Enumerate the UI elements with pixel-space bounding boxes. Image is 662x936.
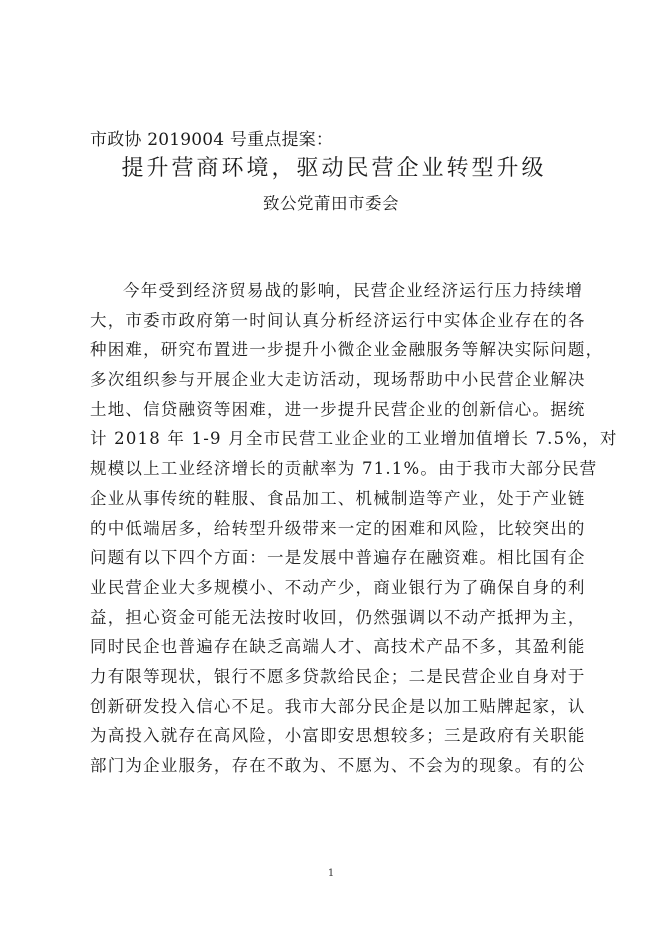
body-line: 规模以上工业经济增长的贡献率为 71.1%。由于我市大部分民营 [90,459,598,479]
document-subtitle: 致公党莆田市委会 [263,194,399,213]
body-line: 多次组织参与开展企业大走访活动，现场帮助中小民营企业解决 [90,370,586,390]
page-number: 1 [327,868,335,879]
document-title: 提升营商环境，驱动民营企业转型升级 [121,156,547,181]
body-line: 为高投入就存在高风险，小富即安思想较多；三是政府有关职能 [90,726,586,746]
body-line: 的中低端居多，给转型升级带来一定的困难和风险，比较突出的 [90,518,586,538]
body-line: 问题有以下四个方面：一是发展中普遍存在融资难。相比国有企 [90,548,586,568]
body-line: 部门为企业服务，存在不敢为、不愿为、不会为的现象。有的公 [90,756,586,775]
body-line: 业民营企业大多规模小、不动产少，商业银行为了确保自身的利 [90,577,586,597]
body-line: 种困难，研究布置进一步提升小微企业金融服务等解决实际问题， [90,340,604,360]
body-line: 力有限等现状，银行不愿多贷款给民企；二是民营企业自身对于 [90,666,586,686]
body-line: 计 2018 年 1-9 月全市民营工业企业的工业增加值增长 7.5%，对 [90,429,618,449]
body-line: 同时民企也普遍存在缺乏高端人才、高技术产品不多，其盈利能 [90,637,586,657]
body-line: 创新研发投入信心不足。我市大部分民企是以加工贴牌起家，认 [90,696,586,716]
body-line: 土地、信贷融资等困难，进一步提升民营企业的创新信心。据统 [90,399,586,419]
body-line: 益，担心资金可能无法按时收回，仍然强调以不动产抵押为主， [90,607,586,627]
body-line: 大，市委市政府第一时间认真分析经济运行中实体企业存在的各 [90,310,586,330]
body-line: 今年受到经济贸易战的影响，民营企业经济运行压力持续增 [123,281,584,300]
body-paragraph [90,276,618,781]
body-line: 企业从事传统的鞋服、食品加工、机械制造等产业，处于产业链 [90,488,586,508]
proposal-number: 市政协 2019004 号重点提案： [90,130,334,150]
